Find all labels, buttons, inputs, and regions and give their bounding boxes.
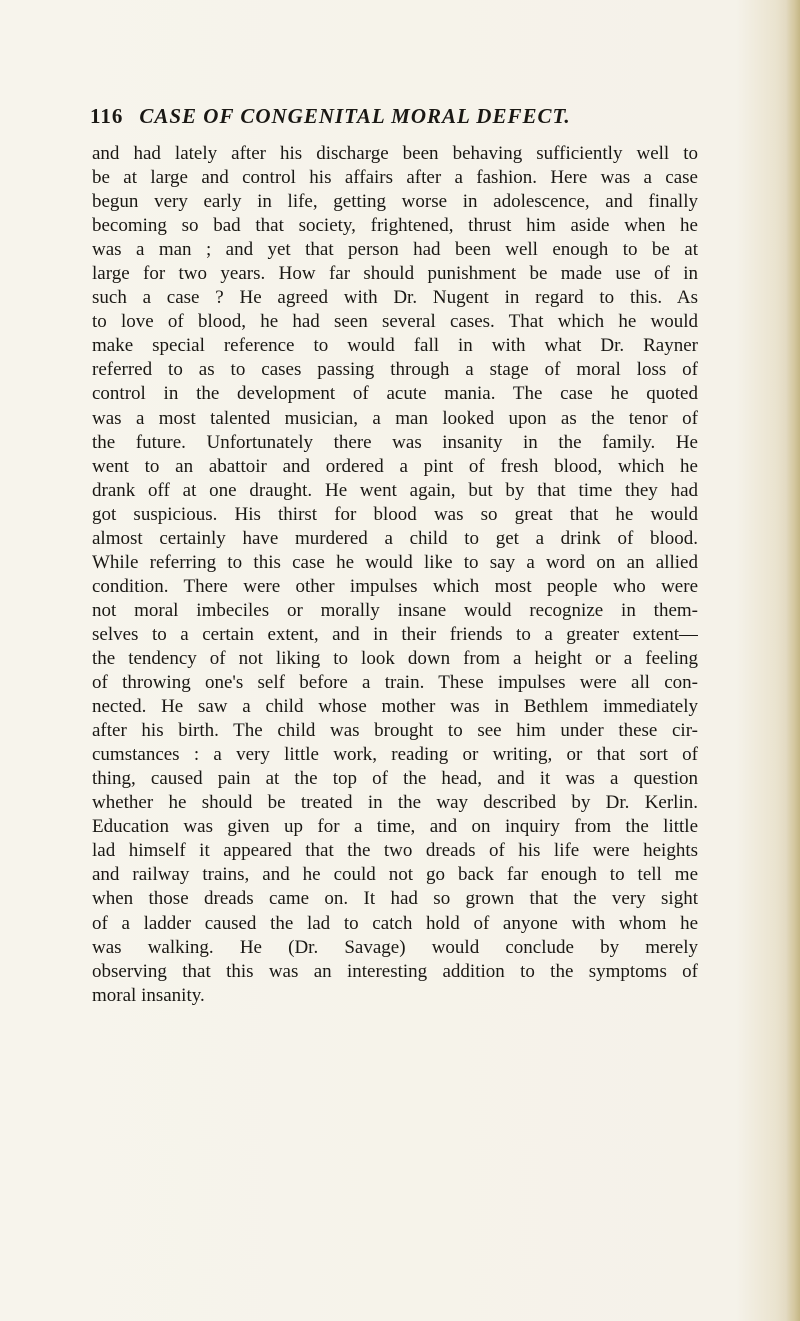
text-line: control in the development of acute mania. The case he quoted bbox=[92, 383, 698, 405]
text-line: begun very early in life, getting worse in adolescence, and finally bbox=[92, 191, 698, 213]
text-line: selves to a certain extent, and in their friends to a greater extent— bbox=[92, 623, 698, 645]
text-line: the future. Unfortunately there was insanity in the family. He bbox=[92, 431, 698, 453]
text-line-last: moral insanity. bbox=[92, 984, 205, 1006]
text-line: condition. There were other impulses which most people who were bbox=[92, 575, 698, 597]
text-line: thing, caused pain at the top of the head, and it was a question bbox=[92, 768, 698, 790]
text-line: and railway trains, and he could not go back far enough to tell me bbox=[92, 864, 698, 886]
text-line: after his birth. The child was brought to see him under these cir- bbox=[92, 720, 698, 742]
text-line: was a most talented musician, a man looked upon as the tenor of bbox=[92, 407, 698, 429]
text-line: when those dreads came on. It had so grown that the very sight bbox=[92, 888, 698, 910]
text-line: was a man ; and yet that person had been well enough to be at bbox=[92, 239, 698, 261]
text-line: drank off at one draught. He went again, but by that time they had bbox=[92, 479, 698, 501]
text-line: observing that this was an interesting addition to the symptoms of bbox=[92, 960, 698, 982]
text-line: referred to as to cases passing through a stage of moral loss of bbox=[92, 359, 698, 381]
text-line: large for two years. How far should punishment be made use of in bbox=[92, 263, 698, 285]
text-line: whether he should be treated in the way described by Dr. Kerlin. bbox=[92, 792, 698, 814]
text-line: of a ladder caused the lad to catch hold of anyone with whom he bbox=[92, 912, 698, 934]
text-line: almost certainly have murdered a child to get a drink of blood. bbox=[92, 527, 698, 549]
text-line: was walking. He (Dr. Savage) would conclude by merely bbox=[92, 936, 698, 958]
text-line: make special reference to would fall in with what Dr. Rayner bbox=[92, 335, 698, 357]
text-line: cumstances : a very little work, reading or writing, or that sort of bbox=[92, 744, 698, 766]
text-line: While referring to this case he would like to say a word on an allied bbox=[92, 551, 698, 573]
running-title: CASE OF CONGENITAL MORAL DEFECT. bbox=[139, 104, 571, 128]
text-line: not moral imbeciles or morally insane would recognize in them- bbox=[92, 599, 698, 621]
text-line: becoming so bad that society, frightened, thrust him aside when he bbox=[92, 215, 698, 237]
text-line: nected. He saw a child whose mother was in Bethlem immediately bbox=[92, 696, 698, 718]
page-edge-shadow bbox=[786, 0, 800, 1321]
text-line: and had lately after his discharge been behaving sufficiently well to bbox=[92, 143, 698, 164]
page-number: 116 bbox=[90, 104, 124, 128]
body-text bbox=[92, 142, 698, 1008]
text-line: to love of blood, he had seen several cases. That which he would bbox=[92, 311, 698, 333]
running-header bbox=[90, 104, 690, 136]
text-line: got suspicious. His thirst for blood was so great that he would bbox=[92, 503, 698, 525]
text-line: went to an abattoir and ordered a pint of fresh blood, which he bbox=[92, 455, 698, 477]
text-line: such a case ? He agreed with Dr. Nugent in regard to this. As bbox=[92, 287, 698, 309]
text-line: the tendency of not liking to look down from a height or a feeling bbox=[92, 647, 698, 669]
text-line: lad himself it appeared that the two dreads of his life were heights bbox=[92, 840, 698, 862]
text-line: be at large and control his affairs after a fashion. Here was a case bbox=[92, 167, 698, 189]
text-line: Education was given up for a time, and on inquiry from the little bbox=[92, 816, 698, 838]
text-line: of throwing one's self before a train. These impulses were all con- bbox=[92, 672, 698, 694]
